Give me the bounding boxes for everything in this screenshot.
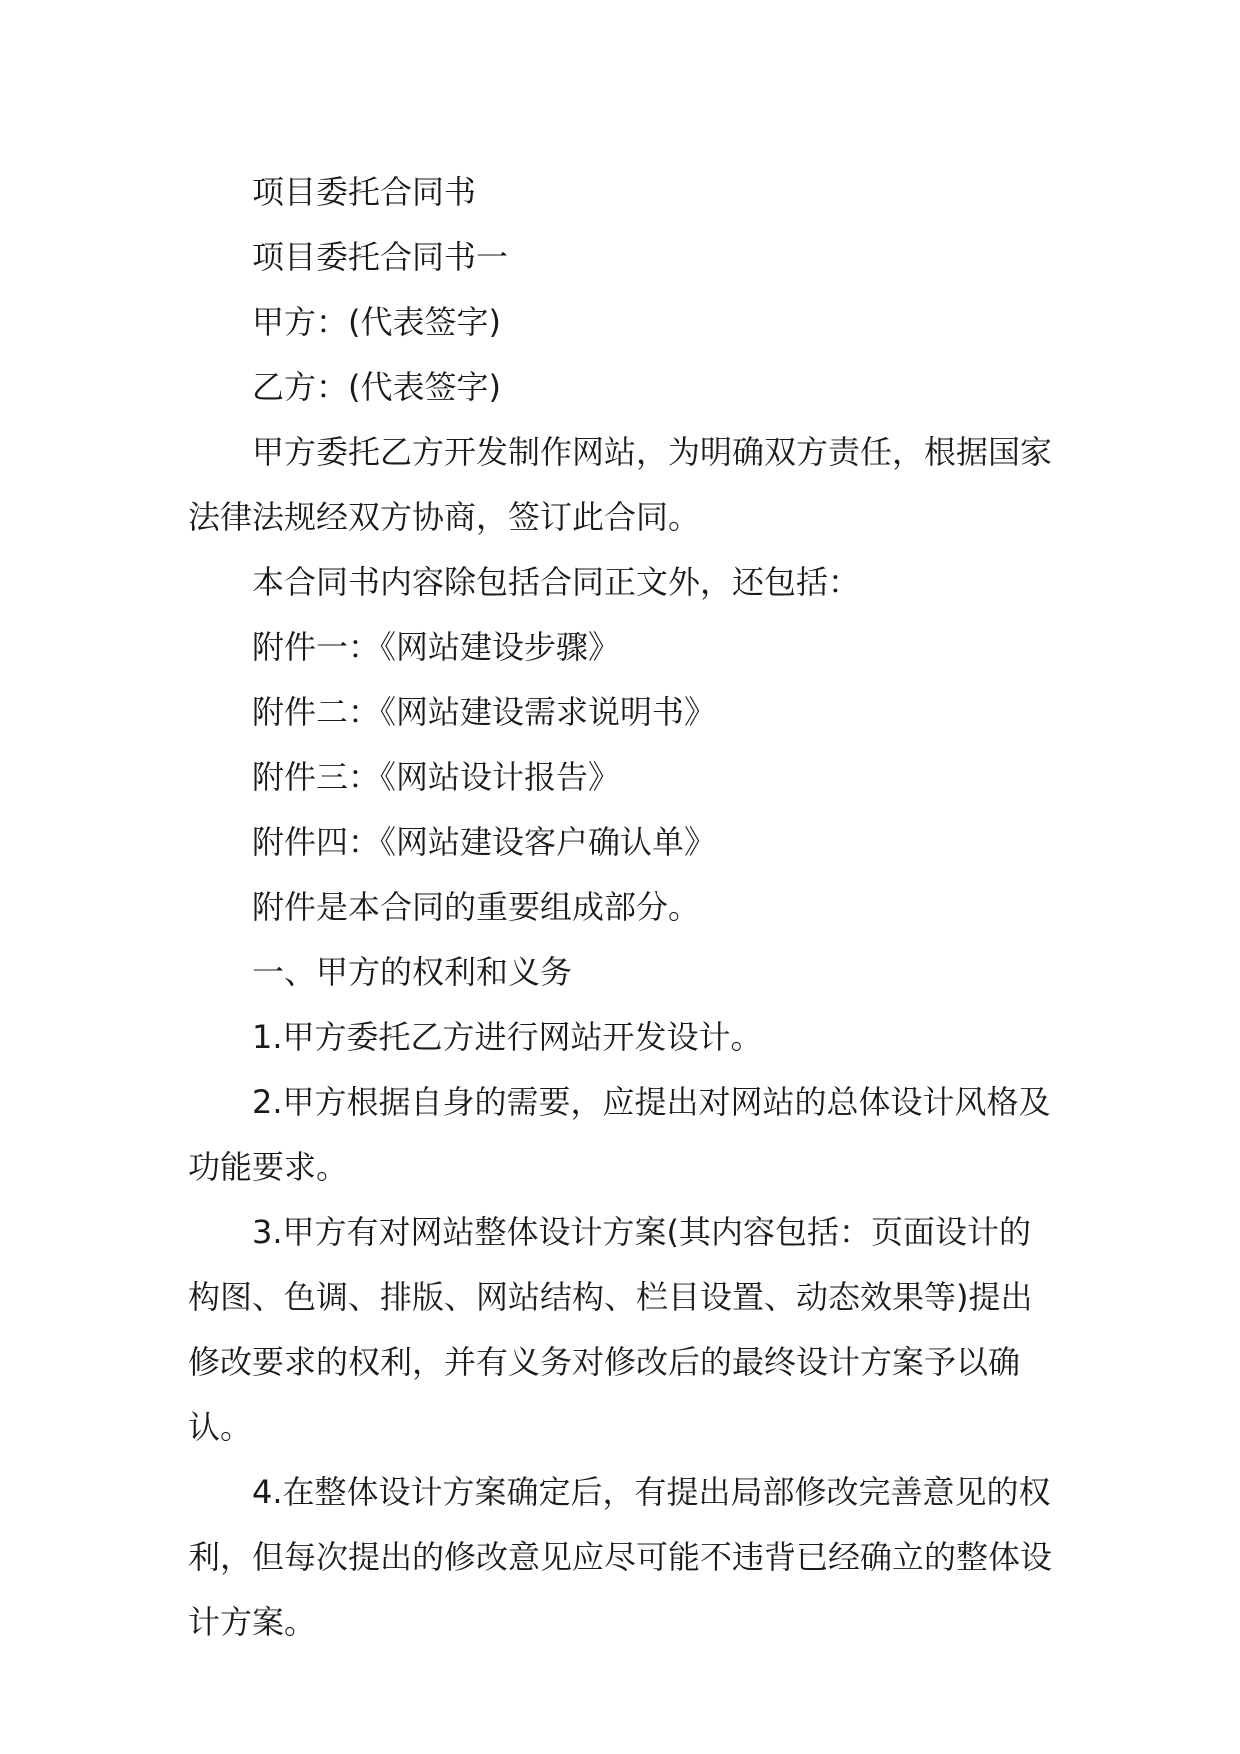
document-title: 项目委托合同书 (252, 173, 477, 211)
attachment-3: 附件三：《网站设计报告》 (252, 758, 621, 796)
attachment-2: 附件二：《网站建设需求说明书》 (252, 693, 717, 731)
clause-4: 4.在整体设计方案确定后，有提出局部修改完善意见的权利，但每次提出的修改意见应尽可能不违背已经确立的整体设计方案。 (188, 1473, 1053, 1641)
clause-1: 1.甲方委托乙方进行网站开发设计。 (252, 1018, 763, 1056)
clause-3: 3.甲方有对网站整体设计方案(其内容包括：页面设计的构图、色调、排版、网站结构、栏目设置、动态效果等)提出修改要求的权利，并有义务对修改后的最终设计方案予以确认。 (188, 1213, 1033, 1446)
attachment-4: 附件四：《网站建设客户确认单》 (252, 823, 717, 861)
document-body (188, 160, 1058, 1655)
clause-2: 2.甲方根据自身的需要，应提出对网站的总体设计风格及功能要求。 (188, 1083, 1051, 1186)
document-subtitle: 项目委托合同书一 (252, 238, 509, 276)
contents-paragraph: 本合同书内容除包括合同正文外，还包括： (252, 563, 861, 601)
party-a-line: 甲方：(代表签字) (252, 303, 501, 341)
section-heading-1: 一、甲方的权利和义务 (252, 953, 573, 991)
attachment-1: 附件一：《网站建设步骤》 (252, 628, 621, 666)
party-b-line: 乙方：(代表签字) (252, 368, 501, 406)
attachment-note: 附件是本合同的重要组成部分。 (252, 888, 701, 926)
intro-paragraph: 甲方委托乙方开发制作网站，为明确双方责任，根据国家法律法规经双方协商，签订此合同。 (188, 433, 1053, 536)
